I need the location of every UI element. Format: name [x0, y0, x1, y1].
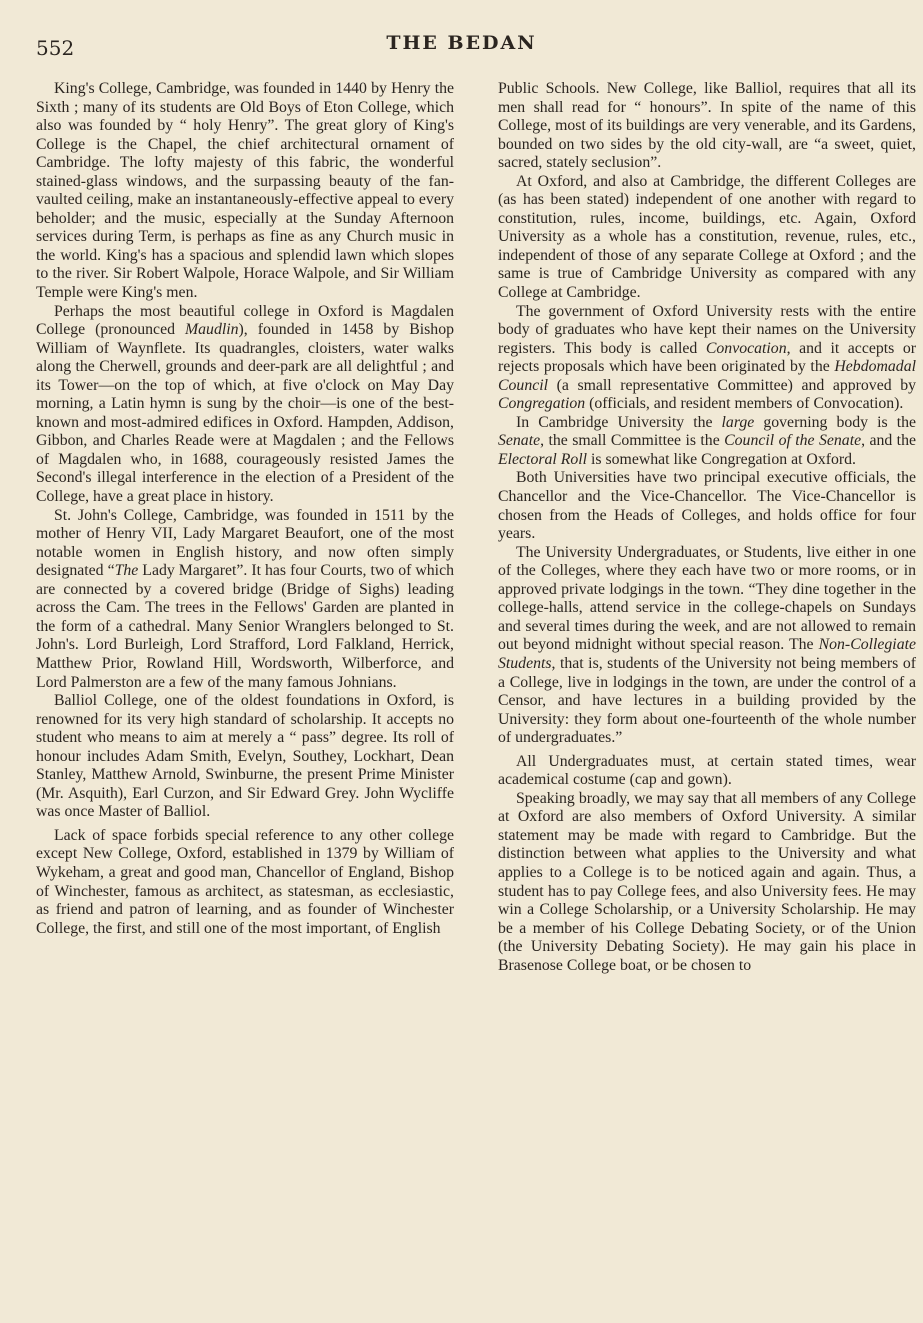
italic-text: large — [721, 413, 755, 431]
italic-text: Congregation — [498, 395, 586, 413]
page-number: 552 — [36, 36, 75, 60]
paragraph-text: Perhaps the most beautiful college in Oxford is Magdalen College (pronounced — [36, 302, 454, 339]
right-column — [498, 80, 916, 975]
paragraph-text: At Oxford, and also at Cambridge, the different Colleges are (as has been stated) independent of one another with regard to constitution, rules, income, buildings, etc. Again, Oxford University as a whole has a constitution, revenue, rules, etc., independent of those of any separate College at Oxford ; and the same is true of Cambridge University as compared with any College at Cambridge. — [498, 172, 916, 302]
paragraph-text: (a small representative Committee) and approved by — [548, 376, 916, 394]
paragraph-st-johns-college — [36, 507, 454, 692]
paragraph-new-college-continued — [498, 80, 916, 173]
paragraph-text: In Cambridge University the — [516, 413, 722, 431]
italic-text: Council of the Senate — [724, 432, 862, 450]
paragraph-speaking-broadly — [498, 790, 916, 975]
italic-text: Non-Collegiate Students — [498, 636, 916, 672]
paragraph-undergraduates — [498, 544, 916, 748]
paragraph-text: Speaking broadly, we may say that all members of any College at Oxford are also members of Oxford University. A similar statement may be made with regard to Cambridge. But the distinction between what applies to the University and what applies to a College is to be noticed again and again. Thus, a student has to pay College fees, and also University fees. He may win a College Scholarship, or a University Scholarship. He may be a member of his College Debating Society, or of the Union (the University Debating Society). He may gain his place in Brasenose College boat, or be chosen to — [498, 789, 916, 974]
paragraph-oxford-government — [498, 303, 916, 414]
paragraph-text: Both Universities have two principal executive officials, the Chancellor and the Vice-Chancellor. The Vice-Chancellor is chosen from the Heads of Colleges, and holds office for four years. — [498, 469, 916, 543]
italic-text: The — [114, 562, 139, 580]
paragraph-text: Public Schools. New College, like Balliol, requires that all its men shall read for “ honours”. In spite of the name of this College, most of its buildings are very venerable, and its Gardens, bounded on two sides by the old city-wall, are “a sweet, quiet, sacred, stately seclusion”. — [498, 80, 916, 172]
text-columns — [36, 80, 916, 975]
paragraph-text: , and it accepts or rejects proposals which have been originated by the — [498, 339, 916, 376]
page-header — [36, 32, 887, 62]
italic-text: Maudlin — [185, 321, 239, 339]
paragraph-academical-costume — [498, 753, 916, 790]
paragraph-text: Lack of space forbids special reference to any other college except New College, Oxford, established in 1379 by William of Wykeham, a great and good man, Chancellor of England, Bishop of Winchester, famous as architect, as statesman, as ecclesiastic, as friend and patron of learning, and as founder of Winchester College, the first, and still one of the most important, of English — [36, 826, 454, 937]
paragraph-executive-officials — [498, 469, 916, 543]
paragraph-balliol-college — [36, 692, 454, 822]
paragraph-text: (officials, and resident members of Convocation). — [585, 395, 904, 413]
paragraph-text: Balliol College, one of the oldest foundations in Oxford, is renowned for its very high standard of scholarship. It accepts no student who means to aim at merely a “ pass” degree. Its roll of honour includes Adam Smith, Evelyn, Southey, Lockhart, Dean Stanley, Matthew Arnold, Swinburne, the present Prime Minister (Mr. Asquith), Earl Curzon, and Sir Edward Grey. John Wycliffe was once Master of Balliol. — [36, 692, 454, 821]
paragraph-text: All Undergraduates must, at certain stated times, wear academical costume (cap and gown). — [498, 752, 916, 789]
paragraph-kings-college — [36, 80, 454, 303]
paragraph-text: St. John's College, Cambridge, was founded in 1511 by the mother of Henry VII, Lady Margaret Beaufort, one of the most notable women in English history, and now often simply designated “ — [36, 506, 454, 580]
paragraph-cambridge-government — [498, 414, 916, 470]
running-title: THE BEDAN — [386, 32, 537, 54]
paragraph-new-college — [36, 827, 454, 938]
paragraph-text: ), founded in 1458 by Bishop William of Waynflete. Its quadrangles, cloisters, water walks along the Cherwell, grounds and deer-park are all delightful ; and its Tower—on the top of which, at five o'clock on May Day morning, a Latin hymn is sung by the choir—is one of the best-known and most-admired edifices in Oxford. Hampden, Addison, Gibbon, and Charles Reade were at Magdalen ; and the Fellows of Magdalen who, in 1688, courageously resisted James the Second's illegal interference in the election of a President of the College, have a great place in history. — [36, 321, 454, 506]
paragraph-text: The University Undergraduates, or Students, live either in one of the Colleges, where they each have two or more rooms, or in approved private lodgings in the town. “They dine together in the college-halls, attend service in the college-chapels on Sundays and several times during the week, and are not allowed to remain out beyond midnight without special reason. The — [498, 543, 916, 654]
paragraph-text: King's College, Cambridge, was founded in 1440 by Henry the Sixth ; many of its students are Old Boys of Eton College, which also was founded by “ holy Henry”. The great glory of King's College is the Chapel, the chief architectural ornament of Cambridge. The lofty majesty of this fabric, the wonderful stained-glass windows, and the surpassing beauty of the fan-vaulted ceiling, make an instantaneously-effective appeal to every beholder; and the music, especially at the Sunday Afternoon services during Term, is perhaps as fine as any Church music in the world. King's has a spacious and splendid lawn which slopes to the river. Sir Robert Walpole, Horace Walpole, and Sir William Temple were King's men. — [36, 80, 454, 302]
paragraph-magdalen-college — [36, 303, 454, 507]
paragraph-text: Lady Margaret”. It has four Courts, two of which are connected by a covered bridge (Bridge of Sighs) leading across the Cam. The trees in the Fellows' Garden are planted in the form of a cathedral. Many Senior Wranglers belonged to St. John's. Lord Burleigh, Lord Strafford, Lord Falkland, Herrick, Matthew Prior, Rowland Hill, Wordsworth, Wilberforce, and Lord Palmerston are a few of the many famous Johnians. — [36, 562, 454, 691]
italic-text: Hebdomadal Council — [498, 358, 916, 394]
paragraph-text: , that is, students of the University not being members of a College, live in lodgings in the town, are under the control of a Censor, and have lectures in a building provided by the University: they form about one-fourteenth of the whole number of undergraduates.” — [498, 654, 916, 747]
paragraph-text: , the small Committee is the — [540, 432, 725, 450]
paragraph-text: The government of Oxford University rests with the entire body of graduates who have kept their names on the University registers. This body is called — [498, 302, 916, 357]
italic-text: Convocation — [705, 339, 787, 357]
italic-text: Senate — [498, 432, 541, 450]
paragraph-text: governing body is the — [754, 413, 916, 431]
paragraph-college-independence — [498, 173, 916, 303]
left-column — [36, 80, 454, 975]
paragraph-text: is somewhat like Congregation at Oxford. — [587, 450, 856, 468]
paragraph-text: , and the — [861, 432, 916, 450]
italic-text: Electoral Roll — [498, 450, 588, 468]
